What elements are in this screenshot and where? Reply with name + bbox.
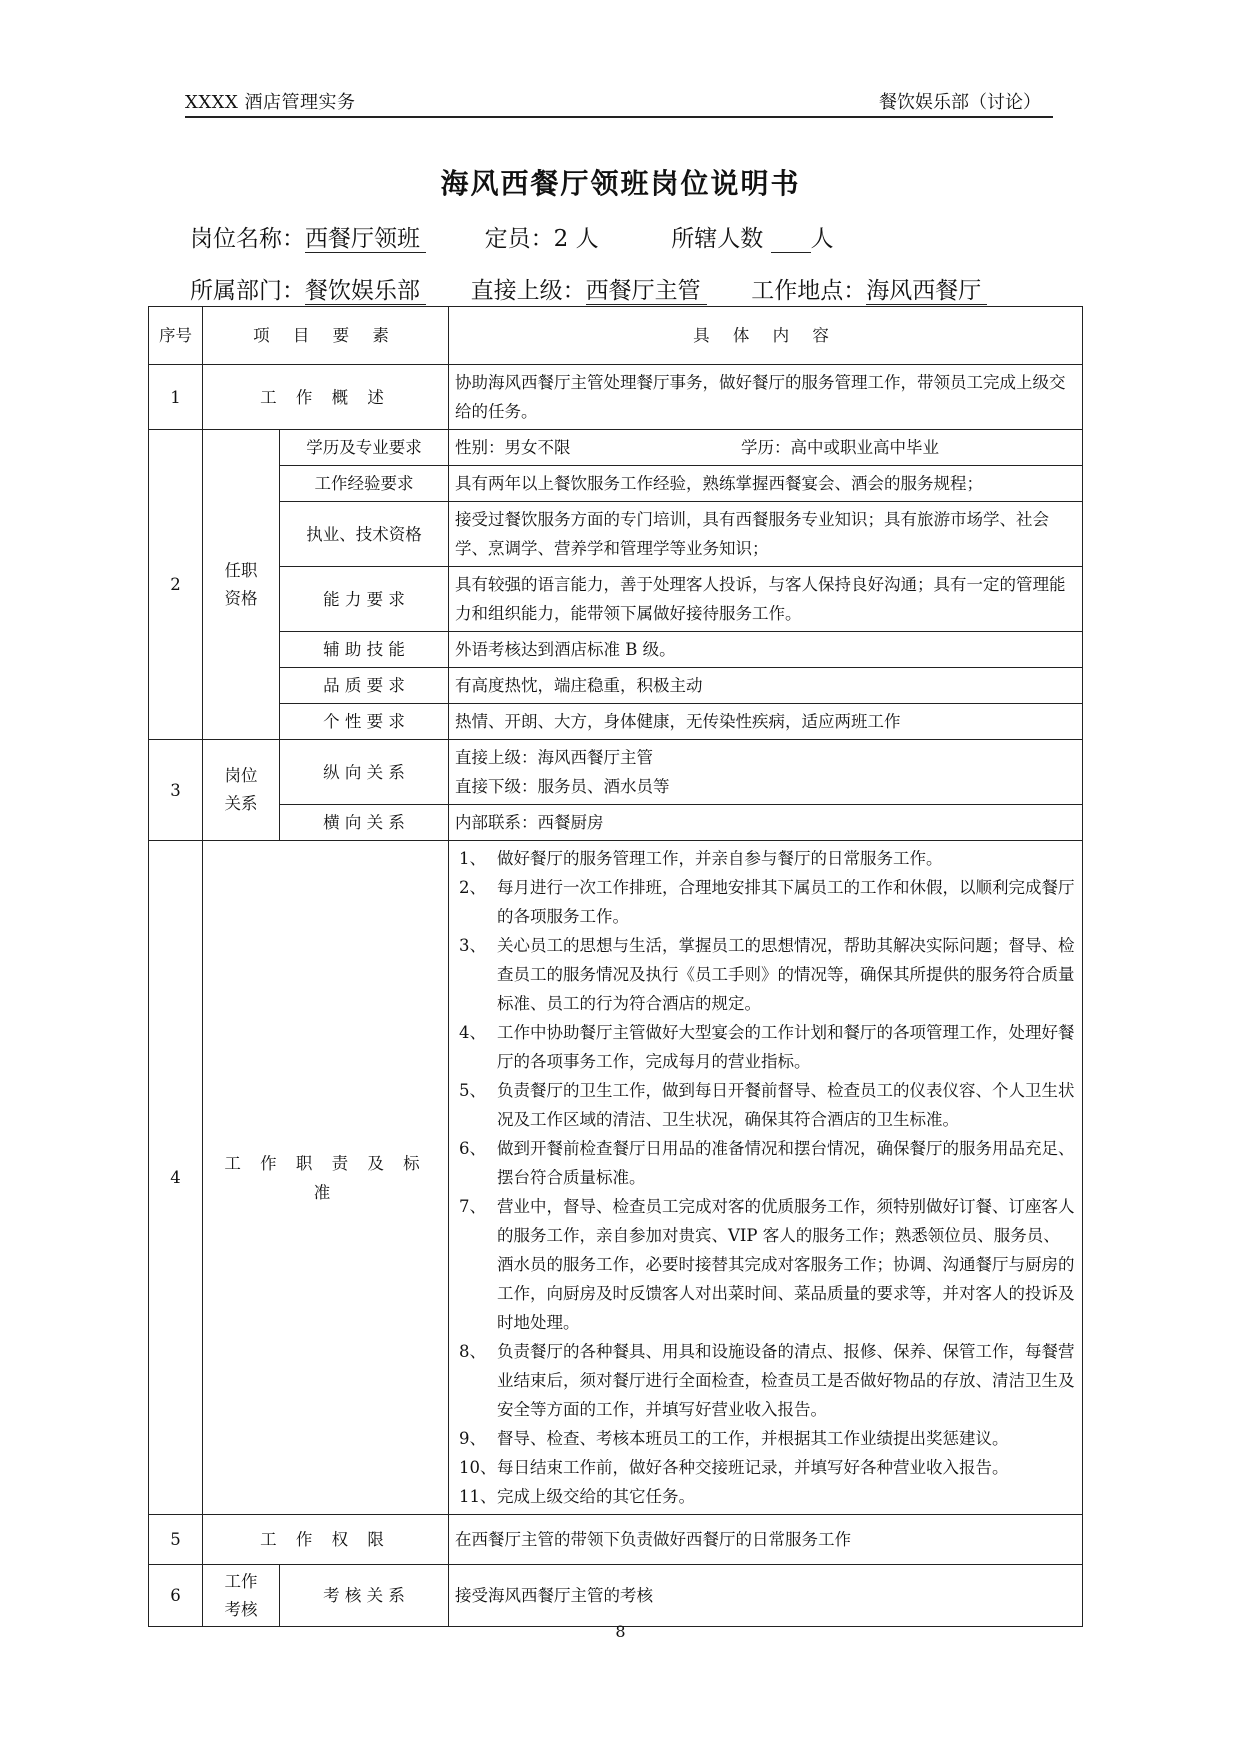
duty-text: 关心员工的思想与生活，掌握员工的思想情况，帮助其解决实际问题；督导、检查员工的服务情况及执行《员工手则》的情况等，确保其所提供的服务符合质量标准、员工的行为符合酒店的规定。 bbox=[497, 936, 1075, 1013]
header-left-text: XXXX 酒店管理实务 bbox=[185, 92, 356, 113]
table-row bbox=[149, 1515, 1083, 1565]
duty-item bbox=[459, 1337, 1076, 1424]
row-content: 接受海风西餐厅主管的考核 bbox=[449, 1565, 1083, 1627]
table-row bbox=[149, 668, 1083, 704]
duty-number: 4、 bbox=[459, 1023, 486, 1042]
duty-text: 负责餐厅的卫生工作，做到每日开餐前督导、检查员工的仪表仪容、个人卫生状况及工作区域的清洁、卫生状况，确保其符合酒店的卫生标准。 bbox=[497, 1081, 1075, 1129]
table-header-row bbox=[149, 307, 1083, 365]
row-group: 工作考核 bbox=[203, 1565, 280, 1627]
position-label: 岗位名称： bbox=[190, 226, 305, 252]
header-seq: 序号 bbox=[149, 307, 203, 365]
duty-item bbox=[459, 931, 1076, 1018]
superior-label: 直接上级： bbox=[470, 278, 586, 304]
table-row bbox=[149, 1565, 1083, 1627]
sub-item-label: 学历及专业要求 bbox=[280, 430, 449, 466]
department-value: 餐饮娱乐部 bbox=[305, 278, 426, 305]
managed-count-blank bbox=[771, 226, 811, 253]
row-group: 任职资格 bbox=[203, 430, 280, 740]
sub-item-label: 能 力 要 求 bbox=[280, 567, 449, 632]
sub-item-content: 内部联系：西餐厨房 bbox=[449, 805, 1083, 841]
sub-item-content: 具有两年以上餐饮服务工作经验，熟练掌握西餐宴会、酒会的服务规程； bbox=[449, 466, 1083, 502]
table-row bbox=[149, 841, 1083, 1515]
sub-item-label: 辅 助 技 能 bbox=[280, 632, 449, 668]
duty-text: 做好餐厅的服务管理工作，并亲自参与餐厅的日常服务工作。 bbox=[497, 849, 943, 868]
duty-text: 督导、检查、考核本班员工的工作，并根据其工作业绩提出奖惩建议。 bbox=[497, 1429, 1009, 1448]
duty-number: 3、 bbox=[459, 936, 486, 955]
duty-text: 每日结束工作前，做好各种交接班记录，并填写好各种营业收入报告。 bbox=[497, 1458, 1009, 1477]
sub-item-label: 执业、技术资格 bbox=[280, 502, 449, 567]
row-seq: 6 bbox=[149, 1565, 203, 1627]
table-row bbox=[149, 365, 1083, 430]
info-row-position bbox=[190, 220, 834, 253]
document-title: 海风西餐厅领班岗位说明书 bbox=[440, 167, 801, 200]
duty-item bbox=[459, 1018, 1076, 1076]
row-content: 协助海风西餐厅主管处理餐厅事务，做好餐厅的服务管理工作，带领员工完成上级交给的任务。 bbox=[449, 365, 1083, 430]
table-row bbox=[149, 466, 1083, 502]
table-row bbox=[149, 805, 1083, 841]
duty-item bbox=[459, 1453, 1076, 1482]
managed-count-unit: 人 bbox=[810, 226, 834, 252]
sub-item-label: 个 性 要 求 bbox=[280, 704, 449, 740]
row-group: 岗位关系 bbox=[203, 740, 280, 841]
duty-number: 7、 bbox=[459, 1197, 486, 1216]
duty-text: 完成上级交给的其它任务。 bbox=[497, 1487, 695, 1506]
sub-item-content bbox=[449, 430, 1083, 466]
superior-value: 西餐厅主管 bbox=[586, 278, 707, 305]
sub-item-label: 品 质 要 求 bbox=[280, 668, 449, 704]
department-label: 所属部门： bbox=[190, 278, 305, 304]
quota-label: 定员：2 人 bbox=[484, 226, 599, 252]
duty-number: 8、 bbox=[459, 1342, 486, 1361]
duty-number: 9、 bbox=[459, 1429, 486, 1448]
duties-list-cell bbox=[449, 841, 1083, 1515]
sub-item-label: 纵 向 关 系 bbox=[280, 740, 449, 805]
sub-item-content bbox=[449, 740, 1083, 805]
duty-text: 每月进行一次工作排班，合理地安排其下属员工的工作和休假，以顺利完成餐厅的各项服务工作。 bbox=[497, 878, 1075, 926]
direct-subordinate-line: 直接下级：服务员、酒水员等 bbox=[455, 777, 670, 796]
managed-count-label: 所辖人数 bbox=[671, 226, 764, 252]
duty-text: 工作中协助餐厅主管做好大型宴会的工作计划和餐厅的各项管理工作，处理好餐厅的各项事务工作，完成每月的营业指标。 bbox=[497, 1023, 1075, 1071]
sub-item-content: 热情、开朗、大方，身体健康，无传染性疾病，适应两班工作 bbox=[449, 704, 1083, 740]
duty-text: 做到开餐前检查餐厅日用品的准备情况和摆台情况，确保餐厅的服务用品充足、摆台符合质量标准。 bbox=[497, 1139, 1075, 1187]
duties-list bbox=[459, 844, 1076, 1511]
row-seq: 3 bbox=[149, 740, 203, 841]
sub-item-content: 具有较强的语言能力，善于处理客人投诉，与客人保持良好沟通；具有一定的管理能力和组织能力，能带领下属做好接待服务工作。 bbox=[449, 567, 1083, 632]
duty-item bbox=[459, 873, 1076, 931]
header-item: 项 目 要 素 bbox=[203, 307, 449, 365]
sub-item-label: 横 向 关 系 bbox=[280, 805, 449, 841]
duty-item bbox=[459, 1192, 1076, 1337]
page-number: 8 bbox=[615, 1622, 626, 1641]
info-row-department bbox=[190, 272, 987, 305]
row-item: 工 作 权 限 bbox=[203, 1515, 449, 1565]
gender-requirement: 性别：男女不限 bbox=[455, 438, 571, 457]
table-row bbox=[149, 740, 1083, 805]
duty-number: 1、 bbox=[459, 849, 486, 868]
duty-number: 10、 bbox=[459, 1458, 497, 1477]
row-seq: 4 bbox=[149, 841, 203, 1515]
duty-text: 负责餐厅的各种餐具、用具和设施设备的清点、报修、保养、保管工作，每餐营业结束后，须对餐厅进行全面检查，检查员工是否做好物品的存放、清洁卫生及安全等方面的工作，并填写好营业收入报告。 bbox=[497, 1342, 1075, 1419]
direct-superior-line: 直接上级：海风西餐厅主管 bbox=[455, 748, 653, 767]
duty-item bbox=[459, 844, 1076, 873]
table-row bbox=[149, 704, 1083, 740]
sub-item-label: 工作经验要求 bbox=[280, 466, 449, 502]
sub-item-content: 有高度热忱，端庄稳重，积极主动 bbox=[449, 668, 1083, 704]
row-item: 工 作 职 责 及 标 准 bbox=[203, 841, 449, 1515]
table-row bbox=[149, 430, 1083, 466]
job-description-table bbox=[148, 306, 1083, 1627]
header-right-text: 餐饮娱乐部（讨论） bbox=[879, 92, 1041, 113]
sub-item-content: 接受过餐饮服务方面的专门培训，具有西餐服务专业知识；具有旅游市场学、社会学、烹调学、营养学和管理学等业务知识； bbox=[449, 502, 1083, 567]
duty-number: 6、 bbox=[459, 1139, 486, 1158]
location-label: 工作地点： bbox=[751, 278, 867, 304]
duty-item bbox=[459, 1134, 1076, 1192]
row-seq: 1 bbox=[149, 365, 203, 430]
page-header bbox=[185, 86, 1053, 118]
sub-item-label: 考 核 关 系 bbox=[280, 1565, 449, 1627]
row-seq: 5 bbox=[149, 1515, 203, 1565]
duty-number: 11、 bbox=[459, 1487, 497, 1506]
duty-item bbox=[459, 1482, 1076, 1511]
position-value: 西餐厅领班 bbox=[305, 226, 426, 253]
row-item: 工 作 概 述 bbox=[203, 365, 449, 430]
duty-item bbox=[459, 1424, 1076, 1453]
row-content: 在西餐厅主管的带领下负责做好西餐厅的日常服务工作 bbox=[449, 1515, 1083, 1565]
duty-number: 5、 bbox=[459, 1081, 486, 1100]
education-requirement: 学历：高中或职业高中毕业 bbox=[741, 438, 939, 457]
duty-text: 营业中，督导、检查员工完成对客的优质服务工作，须特别做好订餐、订座客人的服务工作，亲自参加对贵宾、VIP 客人的服务工作；熟悉领位员、服务员、酒水员的服务工作，必要时接替其完成对客服务工作；协调、沟通餐厅与厨房的工作，向厨房及时反馈客人对出菜时间、菜品质量的要求等，并对客人的投诉及时地处理。 bbox=[497, 1197, 1075, 1332]
duty-number: 2、 bbox=[459, 878, 486, 897]
header-content: 具 体 内 容 bbox=[449, 307, 1083, 365]
row-seq: 2 bbox=[149, 430, 203, 740]
table-row bbox=[149, 632, 1083, 668]
location-value: 海风西餐厅 bbox=[866, 278, 987, 305]
table-row bbox=[149, 502, 1083, 567]
sub-item-content: 外语考核达到酒店标准 B 级。 bbox=[449, 632, 1083, 668]
duty-item bbox=[459, 1076, 1076, 1134]
table-row bbox=[149, 567, 1083, 632]
